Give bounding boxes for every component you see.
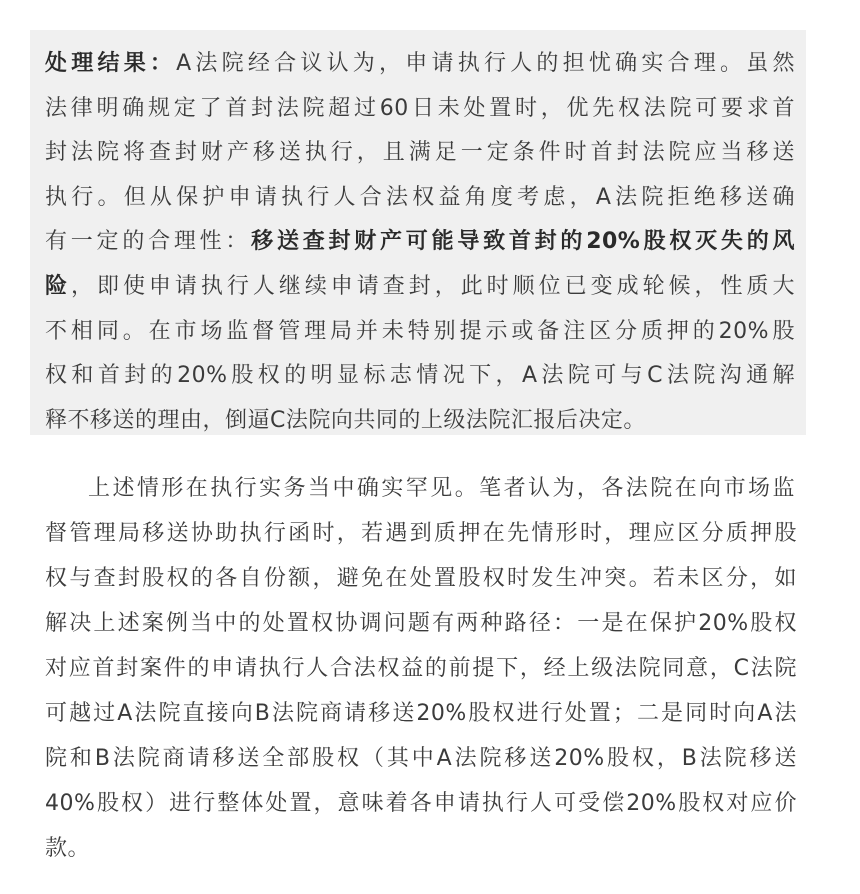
paragraph-line: 院和B法院商请移送全部股权（其中A法院移送20%股权，B法院移送 <box>45 746 797 771</box>
paragraph-line: 款。 <box>45 836 91 861</box>
text-span: ，即使申请执行人继续申请查封，此时顺位已变成轮候，性质大 <box>70 274 795 299</box>
text-span: A法院经合议认为，申请执行人的担忧确实合理。虽然 <box>176 51 795 76</box>
bold-text: 移送查封财产可能导致首封的20%股权灭失的风 <box>251 229 795 255</box>
result-line <box>45 41 795 86</box>
text-span: 释不移送的理由，倒逼C法院向共同的上级法院汇报后决定。 <box>45 407 646 433</box>
paragraph-line: 权与查封股权的各自份额，避免在处置股权时发生冲突。若未区分，如 <box>45 566 797 591</box>
result-line <box>45 130 795 175</box>
result-line <box>45 175 795 220</box>
text-span: 执行。但从保护申请执行人合法权益角度考虑，A法院拒绝移送确 <box>45 184 795 210</box>
text-span: 封法院将查封财产移送执行，且满足一定条件时首封法院应当移送 <box>45 140 795 166</box>
text-span: 有一定的合理性： <box>45 229 252 255</box>
bold-text: 处理结果： <box>45 51 177 76</box>
text-span: 权和首封的20%股权的明显标志情况下，A法院可与C法院沟通解 <box>45 363 795 389</box>
result-line <box>45 398 795 443</box>
result-line <box>45 309 795 354</box>
paragraph-line: 对应首封案件的申请执行人合法权益的前提下，经上级法院同意，C法院 <box>45 656 797 681</box>
paragraph-line: 督管理局移送协助执行函时，若遇到质押在先情形时，理应区分质押股 <box>45 521 797 546</box>
result-line <box>45 264 795 309</box>
bold-text: 险 <box>45 274 71 299</box>
text-span: 法律明确规定了首封法院超过60日未处置时，优先权法院可要求首 <box>45 95 795 121</box>
paragraph-line: 解决上述案例当中的处置权协调问题有两种路径：一是在保护20%股权 <box>45 611 797 636</box>
result-line <box>45 86 795 131</box>
paragraph-line: 上述情形在执行实务当中确实罕见。笔者认为，各法院在向市场监 <box>88 476 795 501</box>
result-line <box>45 219 795 264</box>
paragraph-line: 40%股权）进行整体处置，意味着各申请执行人可受偿20%股权对应价 <box>45 791 797 816</box>
paragraph-line: 可越过A法院直接向B法院商请移送20%股权进行处置；二是同时向A法 <box>45 701 797 726</box>
text-span: 不相同。在市场监督管理局并未特别提示或备注区分质押的20%股 <box>45 318 795 344</box>
result-line <box>45 353 795 398</box>
